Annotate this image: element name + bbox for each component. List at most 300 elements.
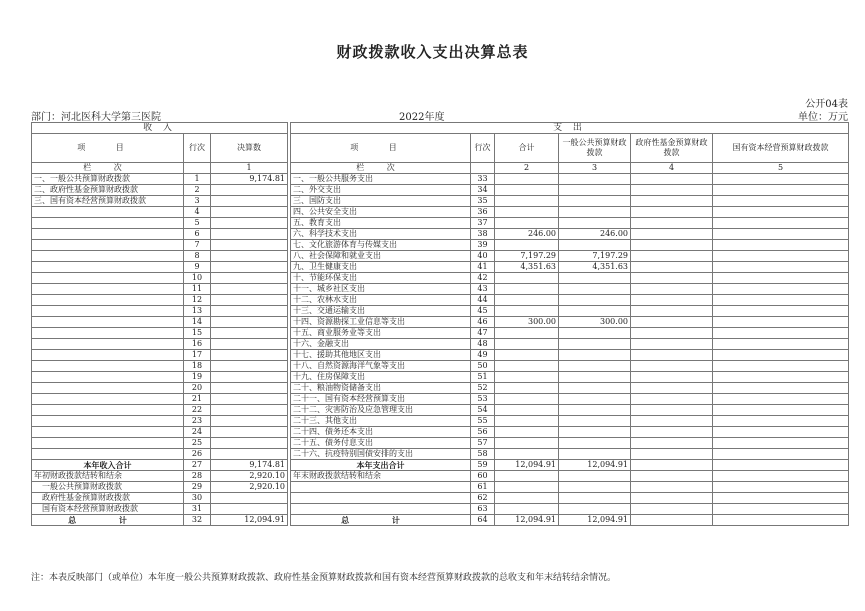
expense-fund-cell [631,350,713,361]
expense-line-cell: 58 [471,449,495,460]
expense-line-cell: 53 [471,394,495,405]
table-row [32,240,849,251]
income-amount-cell [211,504,288,515]
table-row [32,339,849,350]
expense-general-cell [559,306,631,317]
expense-fund-cell [631,229,713,240]
expense-fund-cell [631,361,713,372]
income-item-cell [32,251,184,262]
income-amount-cell: 9,174.81 [211,174,288,185]
expense-state-cell [713,196,849,207]
expense-line-cell: 57 [471,438,495,449]
income-item-cell [32,372,184,383]
income-line-cell: 10 [184,273,211,284]
expense-state-cell [713,460,849,471]
income-item-cell [32,229,184,240]
expense-total-cell [495,449,559,460]
expense-fund-cell [631,207,713,218]
expense-item-cell: 本年支出合计 [291,460,471,471]
expense-total-cell [495,284,559,295]
table-row [32,427,849,438]
expense-total-cell [495,471,559,482]
expense-general-cell [559,174,631,185]
expense-state-cell [713,295,849,306]
expense-item-cell: 十九、住房保障支出 [291,372,471,383]
income-line-cell: 5 [184,218,211,229]
income-line-cell: 13 [184,306,211,317]
income-line-cell: 20 [184,383,211,394]
expense-state-cell [713,273,849,284]
expense-state-cell [713,405,849,416]
table-row [32,229,849,240]
expense-line-cell: 39 [471,240,495,251]
expense-total-cell [495,504,559,515]
expense-line-cell: 52 [471,383,495,394]
income-item-cell [32,207,184,218]
income-amount-cell [211,416,288,427]
expense-general-cell [559,185,631,196]
expense-fund-cell [631,383,713,394]
income-amount-cell [211,361,288,372]
expense-state-cell [713,185,849,196]
expense-item-cell: 九、卫生健康支出 [291,262,471,273]
expense-item-cell: 八、社会保障和就业支出 [291,251,471,262]
expense-total-cell [495,427,559,438]
expense-line-cell: 55 [471,416,495,427]
expense-fund-cell [631,262,713,273]
budget-summary-table [31,122,849,526]
income-line-cell: 17 [184,350,211,361]
income-item-cell [32,273,184,284]
table-row [32,317,849,328]
column-number-5: 5 [713,163,849,174]
income-item-cell [32,383,184,394]
expense-general-cell [559,438,631,449]
income-amount-cell [211,427,288,438]
income-item-cell [32,427,184,438]
expense-total-cell: 300.00 [495,317,559,328]
header-row-income-expense [32,123,849,134]
expense-state-cell [713,361,849,372]
expense-fund-cell [631,482,713,493]
expense-item-cell [291,504,471,515]
table-row [32,196,849,207]
income-line-cell: 7 [184,240,211,251]
expense-general-cell [559,482,631,493]
expense-item-cell: 二十六、抗疫特别国债安排的支出 [291,449,471,460]
income-item-cell [32,328,184,339]
income-line-cell: 30 [184,493,211,504]
expense-general-cell: 12,094.91 [559,460,631,471]
income-item-cell [32,449,184,460]
expense-general-cell [559,218,631,229]
expense-state-cell [713,317,849,328]
expense-line-cell: 41 [471,262,495,273]
form-number: 公开04表 [805,99,848,110]
expense-line-cell: 48 [471,339,495,350]
expense-general-cell: 12,094.91 [559,515,631,526]
expense-total-cell [495,405,559,416]
income-item-cell [32,218,184,229]
expense-line-cell: 62 [471,493,495,504]
expense-item-cell: 二十二、灾害防治及应急管理支出 [291,405,471,416]
expense-line-cell: 40 [471,251,495,262]
expense-item-cell: 十、节能环保支出 [291,273,471,284]
income-item-cell [32,306,184,317]
expense-line-cell: 61 [471,482,495,493]
income-amount-cell [211,449,288,460]
table-row [32,493,849,504]
income-line-cell: 24 [184,427,211,438]
expense-item-cell: 二十一、国有资本经营预算支出 [291,394,471,405]
expense-total-cell [495,218,559,229]
table-row [32,471,849,482]
expense-fund-cell [631,493,713,504]
column-label: 栏 次 [291,163,471,174]
expense-general-cell [559,405,631,416]
expense-line-cell: 47 [471,328,495,339]
expense-general-cell [559,361,631,372]
expense-general-cell [559,207,631,218]
table-row [32,515,849,526]
income-line-cell: 23 [184,416,211,427]
expense-total-cell: 4,351.63 [495,262,559,273]
expense-fund-cell [631,317,713,328]
expense-general-cell [559,284,631,295]
income-line-cell: 6 [184,229,211,240]
income-item-cell: 政府性基金预算财政拨款 [32,493,184,504]
expense-fund-cell [631,427,713,438]
expense-fund-cell [631,218,713,229]
expense-item-cell: 三、国防支出 [291,196,471,207]
income-line-cell: 29 [184,482,211,493]
income-amount-cell [211,317,288,328]
page-title: 财政拨款收入支出决算总表 [336,43,529,61]
expense-total-cell [495,174,559,185]
table-row [32,350,849,361]
expense-total-cell [495,416,559,427]
table-row [32,416,849,427]
expense-total-cell [495,482,559,493]
table-row [32,460,849,471]
expense-fund-cell [631,405,713,416]
expense-total-cell [495,350,559,361]
income-amount-cell [211,284,288,295]
expense-line-cell: 38 [471,229,495,240]
expense-state-cell [713,493,849,504]
expense-general-cell: 7,197.29 [559,251,631,262]
expense-state-cell [713,284,849,295]
table-row [32,218,849,229]
expense-item-cell: 十三、交通运输支出 [291,306,471,317]
income-line-cell: 32 [184,515,211,526]
expense-item-cell: 二十四、债务还本支出 [291,427,471,438]
expense-item-cell: 十七、援助其他地区支出 [291,350,471,361]
income-amount-cell [211,207,288,218]
expense-state-cell [713,471,849,482]
header-row-columns [32,134,849,163]
income-amount-cell [211,262,288,273]
expense-item-cell: 年末财政拨款结转和结余 [291,471,471,482]
expense-item-cell: 六、科学技术支出 [291,229,471,240]
expense-line-cell: 50 [471,361,495,372]
column-label-empty [471,163,495,174]
table-row [32,394,849,405]
expense-state-cell [713,350,849,361]
income-item-cell [32,240,184,251]
expense-item-cell: 一、一般公共服务支出 [291,174,471,185]
expense-state-cell [713,207,849,218]
income-actual-header: 决算数 [211,134,288,163]
expense-fund-cell [631,394,713,405]
table-row [32,383,849,394]
income-line-cell: 11 [184,284,211,295]
expense-fund-cell [631,504,713,515]
expense-state-cell [713,372,849,383]
income-item-cell [32,284,184,295]
expense-fund-cell [631,251,713,262]
income-line-cell: 21 [184,394,211,405]
expense-item-cell: 十八、自然资源海洋气象等支出 [291,361,471,372]
expense-general-cell [559,350,631,361]
column-label-empty [184,163,211,174]
income-line-cell: 28 [184,471,211,482]
expense-fund-cell [631,416,713,427]
income-line-cell: 18 [184,361,211,372]
expense-fund-cell [631,295,713,306]
expense-item-cell: 总 计 [291,515,471,526]
general-budget-header: 一般公共预算财政拨款 [559,134,631,163]
expense-fund-cell [631,240,713,251]
expense-state-cell [713,383,849,394]
expense-state-cell [713,328,849,339]
income-amount-cell [211,394,288,405]
income-amount-cell: 12,094.91 [211,515,288,526]
expense-state-cell [713,438,849,449]
expense-line-cell: 36 [471,207,495,218]
income-item-cell [32,438,184,449]
expense-line-cell: 34 [471,185,495,196]
income-amount-cell [211,350,288,361]
income-line-cell: 31 [184,504,211,515]
table-row [32,185,849,196]
expense-line-cell: 63 [471,504,495,515]
total-header: 合计 [495,134,559,163]
expense-total-cell [495,361,559,372]
expense-total-cell [495,306,559,317]
expense-state-cell [713,262,849,273]
income-header: 收 入 [32,123,288,134]
income-item-cell [32,262,184,273]
expense-line-cell: 44 [471,295,495,306]
expense-fund-cell [631,460,713,471]
income-line-cell: 8 [184,251,211,262]
expense-total-cell [495,438,559,449]
table-row [32,207,849,218]
income-line-cell: 27 [184,460,211,471]
expense-item-cell: 十五、商业服务业等支出 [291,328,471,339]
expense-general-cell [559,273,631,284]
expense-fund-cell [631,284,713,295]
expense-state-cell [713,218,849,229]
department-label: 部门：河北医科大学第三医院 [31,112,161,123]
income-amount-cell [211,339,288,350]
expense-fund-cell [631,515,713,526]
expense-header: 支 出 [291,123,849,134]
table-row [32,504,849,515]
expense-item-header: 项 目 [291,134,471,163]
column-label: 栏 次 [32,163,184,174]
expense-item-cell [291,482,471,493]
expense-state-cell [713,504,849,515]
state-capital-header: 国有资本经营预算财政拨款 [713,134,849,163]
income-item-cell [32,394,184,405]
table-row [32,449,849,460]
income-item-cell [32,295,184,306]
income-amount-cell [211,493,288,504]
fund-budget-header: 政府性基金预算财政拨款 [631,134,713,163]
expense-total-cell [495,372,559,383]
column-number-4: 4 [631,163,713,174]
income-item-cell: 二、政府性基金预算财政拨款 [32,185,184,196]
table-row [32,405,849,416]
expense-general-cell [559,339,631,350]
header-row-column-numbers [32,163,849,174]
income-line-cell: 14 [184,317,211,328]
expense-state-cell [713,229,849,240]
expense-total-cell [495,339,559,350]
expense-fund-cell [631,328,713,339]
year-label: 2022年度 [399,112,445,123]
table-row [32,328,849,339]
income-line-cell: 3 [184,196,211,207]
income-amount-cell [211,438,288,449]
expense-item-cell: 四、公共安全支出 [291,207,471,218]
table-row [32,273,849,284]
expense-total-cell: 12,094.91 [495,515,559,526]
income-line-cell: 4 [184,207,211,218]
expense-line-cell: 64 [471,515,495,526]
expense-total-cell [495,185,559,196]
expense-line-cell: 56 [471,427,495,438]
column-number-2: 2 [495,163,559,174]
expense-item-cell: 二十五、债务付息支出 [291,438,471,449]
table-row [32,295,849,306]
expense-general-cell [559,328,631,339]
expense-line-cell: 45 [471,306,495,317]
expense-total-cell [495,273,559,284]
income-line-cell: 25 [184,438,211,449]
column-number-3: 3 [559,163,631,174]
expense-fund-cell [631,471,713,482]
income-amount-cell [211,295,288,306]
table-row [32,361,849,372]
expense-fund-cell [631,339,713,350]
expense-total-cell: 246.00 [495,229,559,240]
expense-fund-cell [631,273,713,284]
income-amount-cell [211,251,288,262]
expense-general-cell [559,416,631,427]
income-item-cell [32,361,184,372]
income-line-cell: 19 [184,372,211,383]
income-line-cell: 15 [184,328,211,339]
expense-item-cell: 十六、金融支出 [291,339,471,350]
expense-general-cell [559,240,631,251]
expense-line-cell: 51 [471,372,495,383]
income-item-cell: 本年收入合计 [32,460,184,471]
expense-general-cell [559,372,631,383]
income-item-cell: 年初财政拨款结转和结余 [32,471,184,482]
expense-state-cell [713,427,849,438]
expense-item-cell: 二十三、其他支出 [291,416,471,427]
income-line-cell: 22 [184,405,211,416]
expense-line-header: 行次 [471,134,495,163]
column-number-1: 1 [211,163,288,174]
table-row [32,372,849,383]
income-item-cell: 国有资本经营预算财政拨款 [32,504,184,515]
expense-general-cell [559,394,631,405]
income-amount-cell [211,405,288,416]
expense-total-cell [495,394,559,405]
expense-total-cell [495,493,559,504]
expense-total-cell [495,383,559,394]
expense-item-cell: 二、外交支出 [291,185,471,196]
income-line-cell: 1 [184,174,211,185]
expense-total-cell [495,240,559,251]
expense-line-cell: 37 [471,218,495,229]
income-item-cell: 一、一般公共预算财政拨款 [32,174,184,185]
income-amount-cell [211,218,288,229]
expense-state-cell [713,339,849,350]
income-amount-cell [211,196,288,207]
expense-item-cell: 七、文化旅游体育与传媒支出 [291,240,471,251]
expense-general-cell [559,295,631,306]
expense-state-cell [713,449,849,460]
expense-total-cell: 7,197.29 [495,251,559,262]
table-body [32,174,849,526]
income-item-cell [32,350,184,361]
income-amount-cell: 9,174.81 [211,460,288,471]
income-line-cell: 2 [184,185,211,196]
expense-state-cell [713,482,849,493]
income-item-cell [32,416,184,427]
expense-total-cell [495,295,559,306]
expense-state-cell [713,251,849,262]
expense-item-cell: 十一、城乡社区支出 [291,284,471,295]
expense-state-cell [713,394,849,405]
expense-general-cell [559,449,631,460]
income-amount-cell [211,185,288,196]
expense-state-cell [713,416,849,427]
expense-item-cell: 十二、农林水支出 [291,295,471,306]
expense-general-cell [559,196,631,207]
expense-general-cell: 300.00 [559,317,631,328]
expense-line-cell: 33 [471,174,495,185]
income-line-header: 行次 [184,134,211,163]
income-amount-cell: 2,920.10 [211,482,288,493]
income-line-cell: 12 [184,295,211,306]
table-row [32,438,849,449]
income-item-cell [32,317,184,328]
expense-fund-cell [631,438,713,449]
expense-line-cell: 43 [471,284,495,295]
expense-general-cell [559,471,631,482]
expense-fund-cell [631,449,713,460]
unit-label: 单位：万元 [798,112,848,123]
expense-general-cell [559,493,631,504]
expense-general-cell [559,504,631,515]
expense-state-cell [713,174,849,185]
